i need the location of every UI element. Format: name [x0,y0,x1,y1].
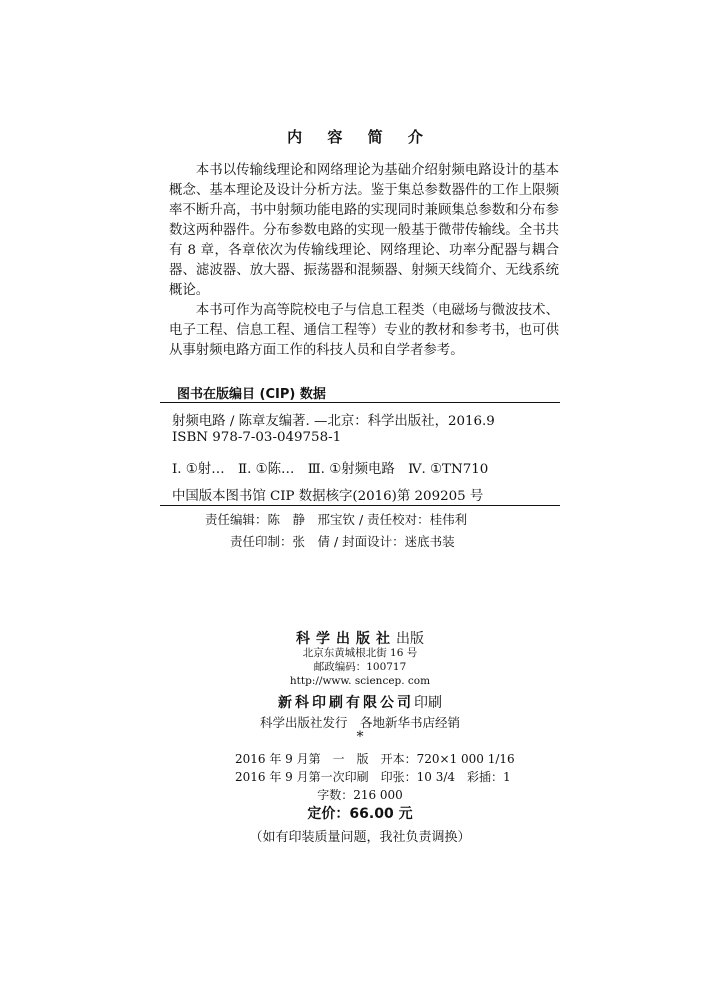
cip-heading: 图书在版编目 (CIP) 数据 [177,387,326,402]
printer-name: 新科印刷有限公司 [278,695,414,711]
quality-notice: （如有印装质量问题，我社负责调换） [249,830,471,845]
cip-isbn: ISBN 978-7-03-049758-1 [172,430,342,445]
printer-suffix: 印刷 [414,695,442,711]
credits-printing-design: 责任印制：张 倩 / 封面设计：迷底书装 [230,534,455,549]
publisher-suffix: 出版 [396,631,424,647]
cip-title-line: 射频电路 / 陈章友编著. —北京：科学出版社，2016.9 [172,414,495,429]
credits-editors: 责任编辑：陈 静 邢宝钦 / 责任校对：桂伟利 [205,512,468,527]
summary-paragraph-2: 本书可作为高等院校电子与信息工程类（电磁场与微波技术、电子工程、信息工程、通信工程等）专业的教材和参考书，也可供从事射频电路方面工作的科技人员和自学者参考。 [169,303,559,358]
summary-paragraph-1: 本书以传输线理论和网络理论为基础介绍射频电路设计的基本概念、基本理论及设计分析方法。鉴于集总参数器件的工作上限频率不断升高，书中射频功能电路的实现同时兼顾集总参数和分布参数这两种器件。分布参数电路的实现一般基于微带传输线。全书共有 8 章，各章依次为传输线理论、网络理论、功率分配器与耦合器、滤波器、放大器、振荡器和混频器、射频天线简介、无线系统概论。 [169,163,559,298]
separator-star: * [356,729,364,745]
cip-bottom-rule [160,505,560,506]
cip-top-rule [160,402,560,403]
edition-word-count: 字数：216 000 [317,788,403,802]
distribution-line: 科学出版社发行 各地新华书店经销 [259,715,460,730]
publisher-address: 北京东黄城根北街 16 号 [302,647,418,659]
publisher-line [0,628,720,648]
summary-title: 内 容 简 介 [287,128,433,146]
cip-classification: Ⅰ. ①射… Ⅱ. ①陈… Ⅲ. ①射频电路 Ⅳ. ①TN710 [172,462,489,477]
printer-line [0,692,720,712]
publisher-url: http://www. sciencep. com [289,675,431,687]
cip-library-record: 中国版本图书馆 CIP 数据核字(2016)第 209205 号 [172,489,484,504]
edition-line-1: 2016 年 9 月第 一 版 开本：720×1 000 1/16 [235,752,515,766]
publisher-name: 科学出版社 [296,631,396,647]
edition-line-2: 2016 年 9 月第一次印刷 印张：10 3/4 彩插：1 [235,770,511,784]
price: 定价：66.00 元 [307,806,413,822]
summary-body [169,161,559,361]
publisher-postcode: 邮政编码：100717 [313,661,407,673]
